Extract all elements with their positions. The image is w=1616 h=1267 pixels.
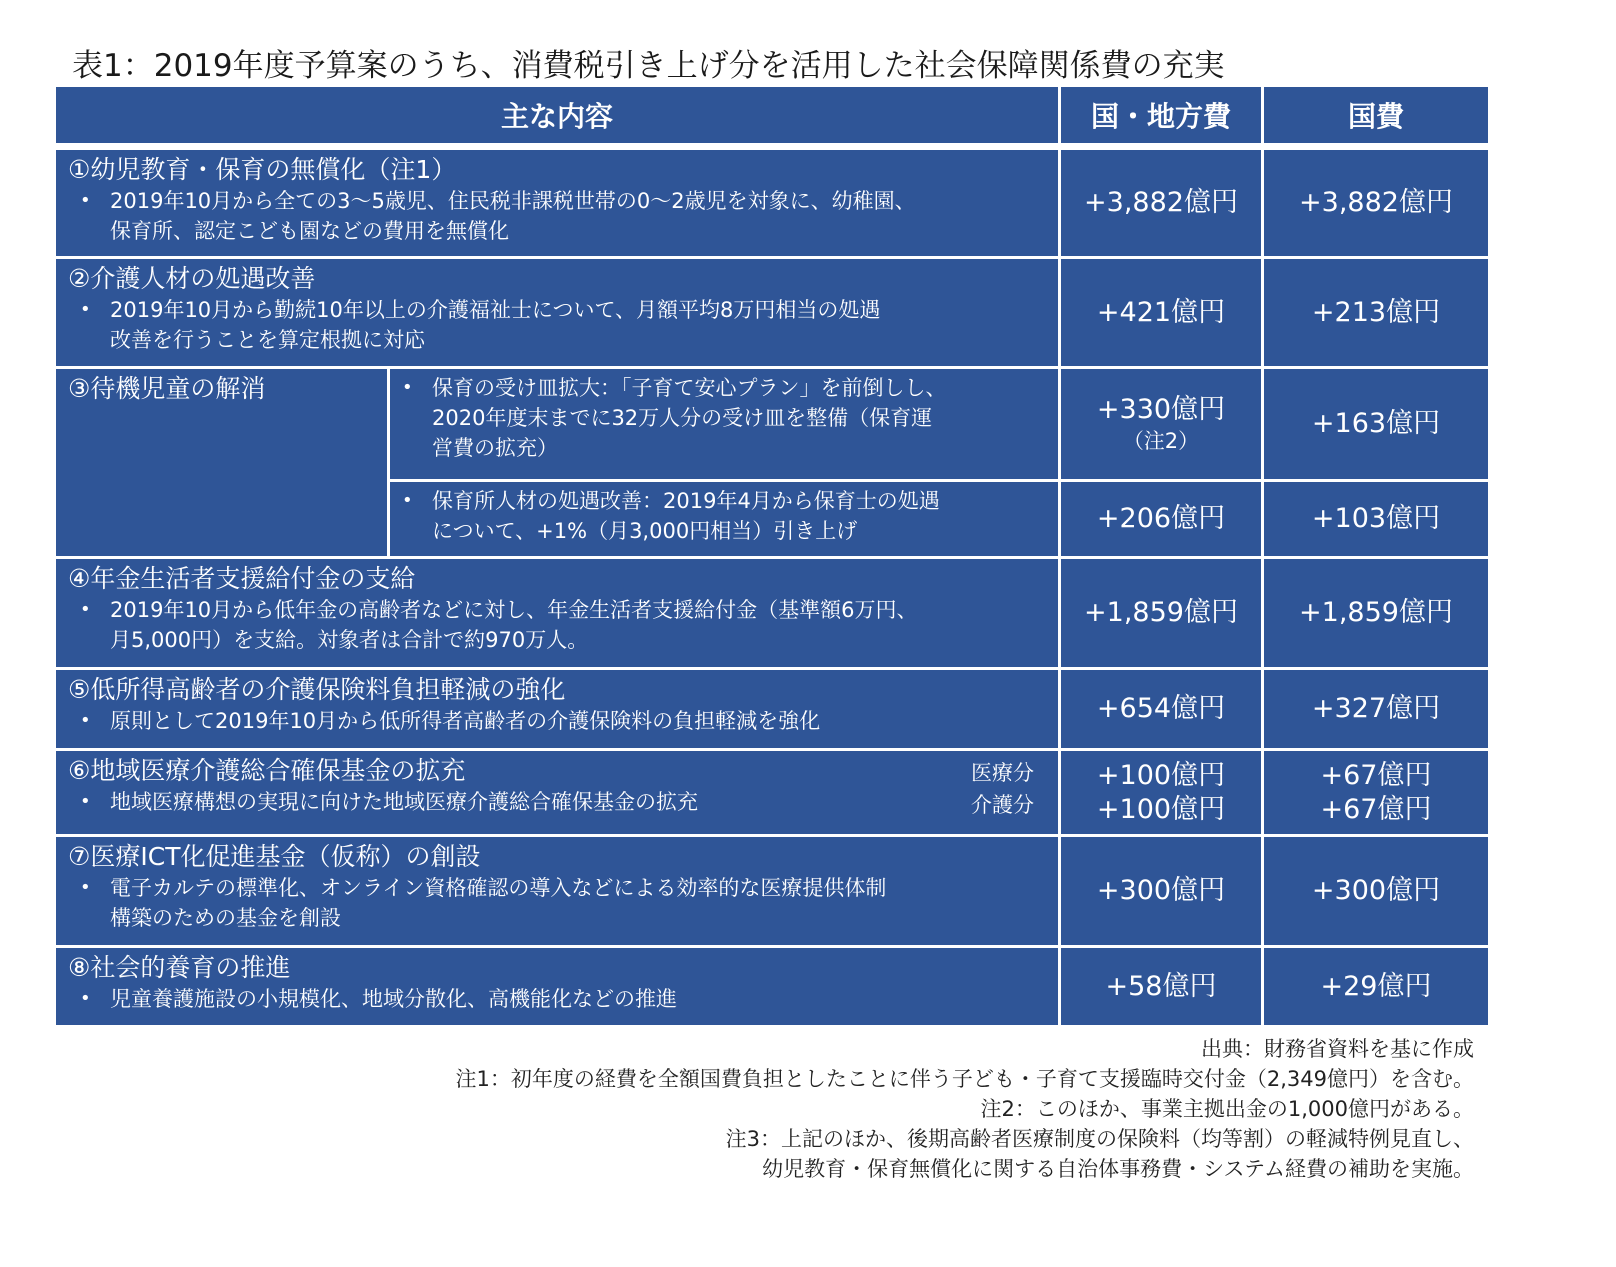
row-3a-national (1264, 369, 1488, 479)
row-2-national-local-value: +421億円 (1096, 296, 1226, 328)
row-5-line-1: • 原則として2019年10月から低所得者高齢者の介護保険料の負担軽減を強化 (68, 706, 1058, 736)
row-3b-content (390, 482, 1058, 556)
row-5-national-local (1061, 670, 1261, 748)
row-5-national-local-value: +654億円 (1096, 693, 1226, 724)
row-8-line-1: • 児童養護施設の小規模化、地域分散化、高機能化などの推進 (68, 984, 1058, 1014)
row-5-national (1264, 670, 1488, 748)
row-3a-note-ref: （注2） (1122, 429, 1200, 453)
footnote-3-line-2: 幼児教育・保育無償化に関する自治体事務費・システム経費の補助を実施。 (762, 1157, 1474, 1181)
row-8-national-value: +29億円 (1320, 970, 1432, 1002)
document-title: 表1：2019年度予算案のうち、消費税引き上げ分を活用した社会保障関係費の充実 (72, 48, 1225, 84)
row-6-national-local-care: +100億円 (1096, 793, 1226, 825)
row-1-national-value: +3,882億円 (1299, 187, 1453, 218)
footnote-2: 注2：このほか、事業主拠出金の1,000億円がある。 (980, 1097, 1474, 1121)
row-7-line-2: 構築のための基金を創設 (110, 906, 341, 930)
row-4-national-value: +1,859億円 (1299, 597, 1453, 628)
row-3-title: ③待機児童の解消 (68, 374, 266, 403)
row-4-title: ④年金生活者支援給付金の支給 (68, 564, 416, 593)
row-8-title: ⑧社会的養育の推進 (68, 953, 291, 982)
row-3a-national-local-value: +330億円 (1096, 394, 1226, 425)
row-3a-national-local (1061, 369, 1261, 479)
table-row-2-content (56, 259, 1058, 366)
row-2-title: ②介護人材の処遇改善 (68, 264, 316, 293)
row-6-sublabel-care: 介護分 (971, 793, 1034, 817)
row-3a-line-2: 2020年度末までに32万人分の受け皿を整備（保育運 (432, 406, 933, 430)
footnote-1: 注1：初年度の経費を全額国費負担としたことに伴う子ども・子育て支援臨時交付金（2,349億円）を含む。 (455, 1067, 1474, 1091)
source-note: 出典：財務省資料を基に作成 (1201, 1037, 1474, 1061)
row-6-national-local (1061, 751, 1261, 834)
row-6-national-local-medical: +100億円 (1096, 759, 1226, 791)
row-2-national (1264, 259, 1488, 366)
row-3b-national-local-value: +206億円 (1096, 503, 1226, 534)
table-row-4-content (56, 559, 1058, 667)
row-7-national (1264, 837, 1488, 945)
row-5-national-value: +327億円 (1311, 693, 1441, 724)
row-3a-content (390, 369, 1058, 479)
row-8-national (1264, 948, 1488, 1025)
table-row-1-content (56, 150, 1058, 256)
row-6-title: ⑥地域医療介護総合確保基金の拡充 (68, 756, 466, 785)
row-6-national-care: +67億円 (1320, 793, 1432, 825)
table-row-5-content (56, 670, 1058, 748)
row-6-sublabel-medical: 医療分 (971, 761, 1034, 785)
row-5-title: ⑤低所得高齢者の介護保険料負担軽減の強化 (68, 675, 566, 704)
row-7-national-value: +300億円 (1311, 875, 1441, 906)
row-3b-national-local (1061, 482, 1261, 556)
row-1-national-local-value: +3,882億円 (1084, 187, 1238, 218)
table-row-3-title-cell (56, 369, 387, 556)
header-main-content: 主な内容 (56, 87, 1058, 143)
row-3a-line-3: 営費の拡充） (432, 436, 558, 460)
row-1-national (1264, 150, 1488, 256)
row-4-line-2: 月5,000円）を支給。対象者は合計で約970万人。 (110, 628, 589, 652)
row-3b-national (1264, 482, 1488, 556)
row-6-national-medical: +67億円 (1320, 759, 1432, 791)
row-7-national-local (1061, 837, 1261, 945)
row-1-national-local (1061, 150, 1261, 256)
footnote-3-line-1: 注3：上記のほか、後期高齢者医療制度の保険料（均等割）の軽減特例見直し、 (725, 1127, 1474, 1151)
row-3a-national-value: +163億円 (1311, 408, 1441, 439)
row-1-line-1: • 2019年10月から全ての3～5歳児、住民税非課税世帯の0～2歳児を対象に、幼稚園、 (68, 186, 1058, 216)
row-3b-national-value: +103億円 (1311, 503, 1441, 534)
row-3b-line-1: • 保育所人材の処遇改善：2019年4月から保育士の処遇 (390, 486, 1058, 516)
row-8-national-local (1061, 948, 1261, 1025)
row-6-line-1: • 地域医療構想の実現に向けた地域医療介護総合確保基金の拡充 (68, 787, 1058, 817)
table-row-8-content (56, 948, 1058, 1025)
table-row-7-content (56, 837, 1058, 945)
row-7-title: ⑦医療ICT化促進基金（仮称）の創設 (68, 842, 481, 871)
row-3b-line-2: について、+1%（月3,000円相当）引き上げ (432, 519, 858, 543)
row-2-national-local (1061, 259, 1261, 366)
row-1-title: ①幼児教育・保育の無償化（注1） (68, 155, 457, 184)
row-4-national-local-value: +1,859億円 (1084, 597, 1238, 628)
row-6-national (1264, 751, 1488, 834)
row-2-line-1: • 2019年10月から勤続10年以上の介護福祉士について、月額平均8万円相当の処遇 (68, 295, 1058, 325)
row-2-national-value: +213億円 (1311, 296, 1441, 328)
row-8-national-local-value: +58億円 (1105, 970, 1217, 1002)
header-national: 国費 (1264, 87, 1488, 143)
row-4-line-1: • 2019年10月から低年金の高齢者などに対し、年金生活者支援給付金（基準額6万円、 (68, 595, 1058, 625)
row-7-line-1: • 電子カルテの標準化、オンライン資格確認の導入などによる効率的な医療提供体制 (68, 873, 1058, 903)
header-national-local: 国・地方費 (1061, 87, 1261, 143)
table-row-6-content (56, 751, 1058, 834)
row-2-line-2: 改善を行うことを算定根拠に対応 (110, 328, 425, 352)
row-4-national-local (1061, 559, 1261, 667)
row-7-national-local-value: +300億円 (1096, 875, 1226, 906)
row-1-line-2: 保育所、認定こども園などの費用を無償化 (110, 219, 509, 243)
row-4-national (1264, 559, 1488, 667)
row-3a-line-1: • 保育の受け皿拡大：「子育て安心プラン」を前倒しし、 (390, 373, 1058, 403)
